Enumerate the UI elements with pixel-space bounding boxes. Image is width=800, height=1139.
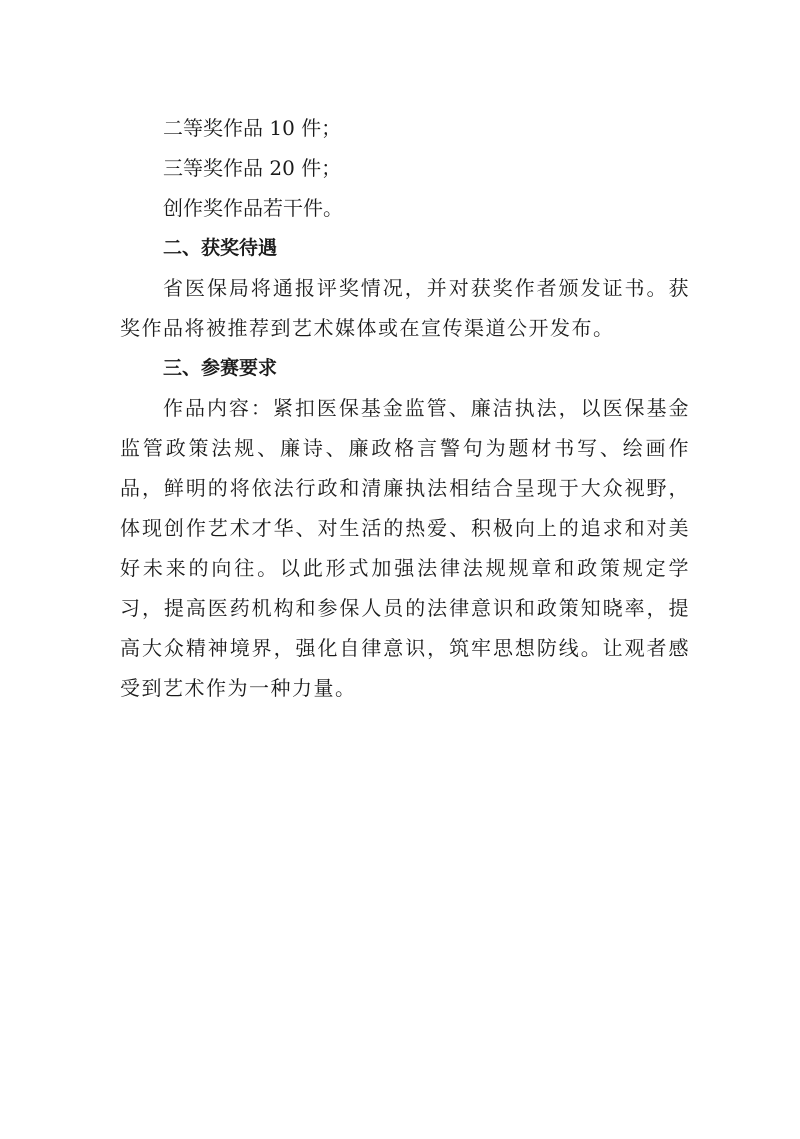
section-heading-benefits: 二、获奖待遇 xyxy=(163,237,278,259)
benefits-paragraph: 省医保局将通报评奖情况，并对获奖作者颁发证书。获奖作品将被推荐到艺术媒体或在宣传渠道公开发布。 xyxy=(120,276,690,340)
document-body xyxy=(120,108,690,708)
award-creative-line: 创作奖作品若干件。 xyxy=(163,196,343,220)
award-third-line: 三等奖作品 20 件； xyxy=(163,156,342,180)
section-heading-requirements: 三、参赛要求 xyxy=(163,357,278,379)
requirements-paragraph: 作品内容：紧扣医保基金监管、廉洁执法，以医保基金监管政策法规、廉诗、廉政格言警句为题材书写、绘画作品，鲜明的将依法行政和清廉执法相结合呈现于大众视野，体现创作艺术才华、对生活的热爱、积极向上的追求和对美好未来的向往。以此形式加强法律法规规章和政策规定学习，提高医药机构和参保人员的法律意识和政策知晓率，提高大众精神境界，强化自律意识，筑牢思想防线。让观者感受到艺术作为一种力量。 xyxy=(120,396,690,700)
award-second-line: 二等奖作品 10 件； xyxy=(163,116,342,140)
